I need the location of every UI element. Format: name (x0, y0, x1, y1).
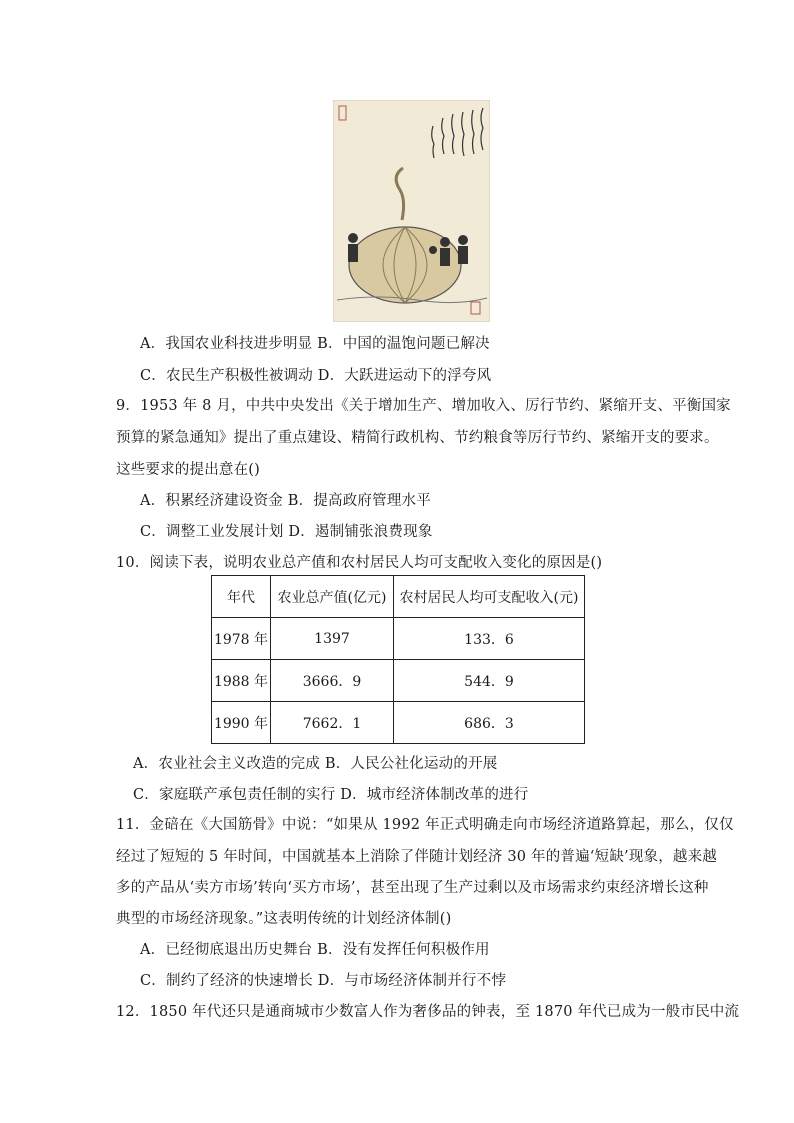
table-cell: 1990 年 (212, 702, 271, 744)
table-cell: 133．6 (394, 618, 585, 660)
q10-option-ab: A．农业社会主义改造的完成 B．人民公社化运动的开展 (133, 756, 498, 772)
table-cell: 686．3 (394, 702, 585, 744)
q11-stem-line: 典型的市场经济现象。”这表明传统的计划经济体制() (116, 911, 452, 927)
table-header: 年代 (212, 576, 271, 618)
q10-stem: 10．阅读下表，说明农业总产值和农村居民人均可支配收入变化的原因是() (116, 555, 603, 571)
q11-stem-line: 经过了短短的 5 年时间，中国就基本上消除了伴随计划经济 30 年的普遍‘短缺’现象，越来越 (116, 849, 718, 865)
table-row (212, 660, 585, 702)
q10-option-cd: C．家庭联产承包责任制的实行 D．城市经济体制改革的进行 (133, 787, 529, 803)
q9-stem-line: 这些要求的提出意在() (116, 462, 261, 478)
pumpkin-cartoon-illustration (333, 100, 490, 322)
table-cell: 1988 年 (212, 660, 271, 702)
q11-stem-line: 11．金碚在《大国筋骨》中说：“如果从 1992 年正式明确走向市场经济道路算起，那么，仅仅 (116, 817, 734, 833)
q11-stem-line: 多的产品从‘卖方市场’转向‘买方市场’，甚至出现了生产过剩以及市场需求约束经济增长这种 (116, 880, 709, 896)
q12-stem-line: 12．1850 年代还只是通商城市少数富人作为奢侈品的钟表，至 1870 年代已成为一般市民中流 (116, 1004, 740, 1020)
q8-option-cd: C．农民生产积极性被调动 D．大跃进运动下的浮夸风 (140, 368, 492, 384)
q11-option-ab: A．已经彻底退出历史舞台 B．没有发挥任何积极作用 (140, 942, 490, 958)
table-row (212, 618, 585, 660)
q9-option-ab: A．积累经济建设资金 B．提高政府管理水平 (140, 493, 431, 509)
q9-stem-line: 预算的紧急通知》提出了重点建设、精简行政机构、节约粮食等厉行节约、紧缩开支的要求。 (116, 430, 719, 446)
table-header-row (212, 576, 585, 618)
table-cell: 7662．1 (271, 702, 394, 744)
table-cell: 544．9 (394, 660, 585, 702)
table-header: 农业总产值(亿元) (271, 576, 394, 618)
table-cell: 1397 (271, 618, 394, 660)
q8-option-ab: A．我国农业科技进步明显 B．中国的温饱问题已解决 (140, 336, 490, 352)
table-cell: 3666．9 (271, 660, 394, 702)
data-table (211, 575, 585, 744)
table-cell: 1978 年 (212, 618, 271, 660)
q9-stem-line: 9．1953 年 8 月，中共中央发出《关于增加生产、增加收入、厉行节约、紧缩开支、平衡国家 (116, 398, 731, 414)
table-header: 农村居民人均可支配收入(元) (394, 576, 585, 618)
q11-option-cd: C．制约了经济的快速增长 D．与市场经济体制并行不悖 (140, 973, 507, 989)
table-row (212, 702, 585, 744)
q9-option-cd: C．调整工业发展计划 D．遏制铺张浪费现象 (140, 524, 433, 540)
